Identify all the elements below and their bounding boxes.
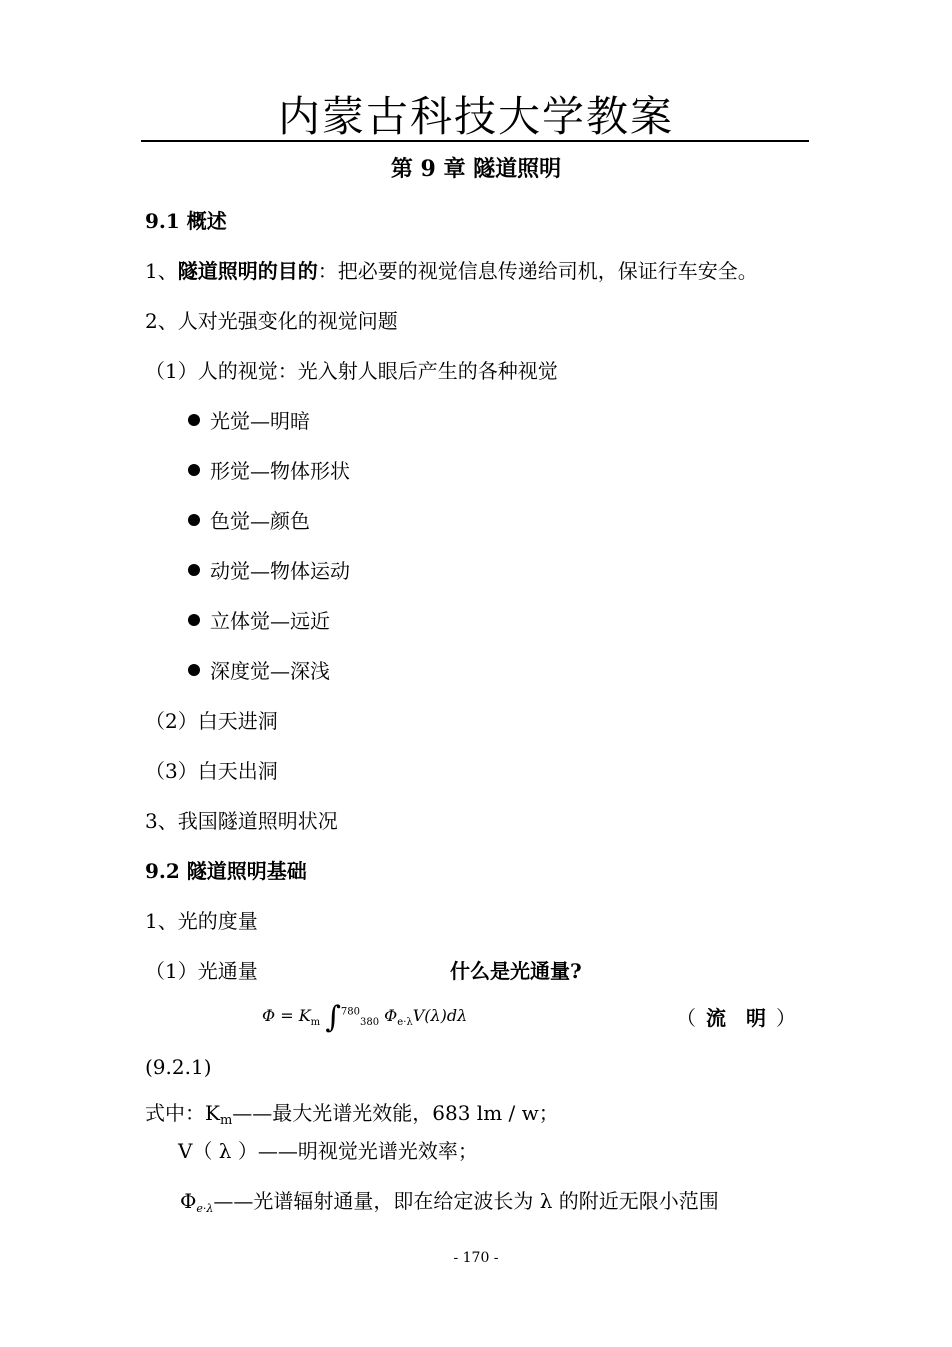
unit-note	[676, 1002, 796, 1031]
bullet-item	[188, 555, 350, 584]
definition-phi	[180, 1185, 719, 1215]
bullet-text: 深度觉—深浅	[210, 659, 330, 683]
formula-lhs-sub: m	[310, 1017, 321, 1029]
integral-lower: 380	[359, 1017, 380, 1029]
bullet-item	[188, 605, 330, 634]
formula-phi-sub: e·λ	[397, 1017, 413, 1029]
phi-text: ——光谱辐射通量，即在给定波长为 λ 的附近无限小范围	[213, 1189, 719, 1213]
definition-km	[145, 1097, 559, 1128]
section-heading-9-1: 9.1 概述	[145, 209, 227, 233]
subitem-luminous-flux: （1）光通量	[145, 959, 258, 983]
bullet-text: 立体觉—远近	[210, 609, 330, 633]
bullet-text: 光觉—明暗	[210, 409, 310, 433]
item-number: 1、	[145, 259, 178, 283]
formula-rest: V(λ)dλ	[412, 1006, 468, 1025]
bullet-icon	[188, 564, 200, 576]
integral-upper: 780	[340, 1006, 360, 1018]
purpose-term: 隧道照明的目的	[177, 259, 318, 283]
def-prefix: 式中：K	[145, 1101, 220, 1125]
title-rule	[141, 140, 809, 142]
paragraph-light-measure: 1、光的度量	[145, 909, 258, 933]
phi-symbol: Φ	[180, 1189, 197, 1213]
unit-name: 流 明	[706, 1006, 766, 1030]
def-sub: m	[219, 1113, 233, 1128]
bullet-text: 形觉—物体形状	[210, 459, 350, 483]
integral-symbol: ∫	[325, 1000, 341, 1035]
bullet-icon	[188, 464, 200, 476]
paragraph-purpose	[145, 255, 758, 284]
paren-close: ）	[776, 1006, 796, 1030]
equation-number: (9.2.1)	[145, 1055, 212, 1079]
bullet-item	[188, 505, 310, 534]
question-text: 什么是光通量?	[450, 959, 582, 983]
bullet-icon	[188, 614, 200, 626]
formula-phi: Φ	[384, 1006, 398, 1025]
definition-v-lambda: V（ λ ）——明视觉光谱光效率；	[178, 1139, 478, 1163]
section-heading-9-2: 9.2 隧道照明基础	[145, 859, 307, 883]
bullet-icon	[188, 664, 200, 676]
chapter-heading: 第 9 章 隧道照明	[390, 156, 562, 182]
paragraph-visual-problem: 2、人对光强变化的视觉问题	[145, 309, 398, 333]
bullet-text: 动觉—物体运动	[210, 559, 350, 583]
purpose-text: ：把必要的视觉信息传递给司机，保证行车安全。	[317, 259, 758, 283]
bullet-item	[188, 405, 310, 434]
bullet-icon	[188, 414, 200, 426]
subitem-day-exit: （3）白天出洞	[145, 759, 278, 783]
phi-subscript: e·λ	[196, 1202, 214, 1215]
formula-lhs: Φ = K	[262, 1006, 311, 1025]
bullet-item	[188, 655, 330, 684]
bullet-text: 色觉—颜色	[210, 509, 310, 533]
page-number: - 170 -	[453, 1250, 499, 1266]
document-title: 内蒙古科技大学教案	[277, 92, 674, 141]
bullet-item	[188, 455, 350, 484]
paragraph-national-status: 3、我国隧道照明状况	[145, 809, 338, 833]
subitem-day-entry: （2）白天进洞	[145, 709, 278, 733]
def-text: ——最大光谱光效能，683 lm / w；	[232, 1101, 559, 1125]
paren-open: （	[676, 1006, 696, 1030]
bullet-icon	[188, 514, 200, 526]
subitem-human-vision: （1）人的视觉：光入射人眼后产生的各种视觉	[145, 359, 558, 383]
luminous-flux-formula	[262, 1000, 467, 1035]
